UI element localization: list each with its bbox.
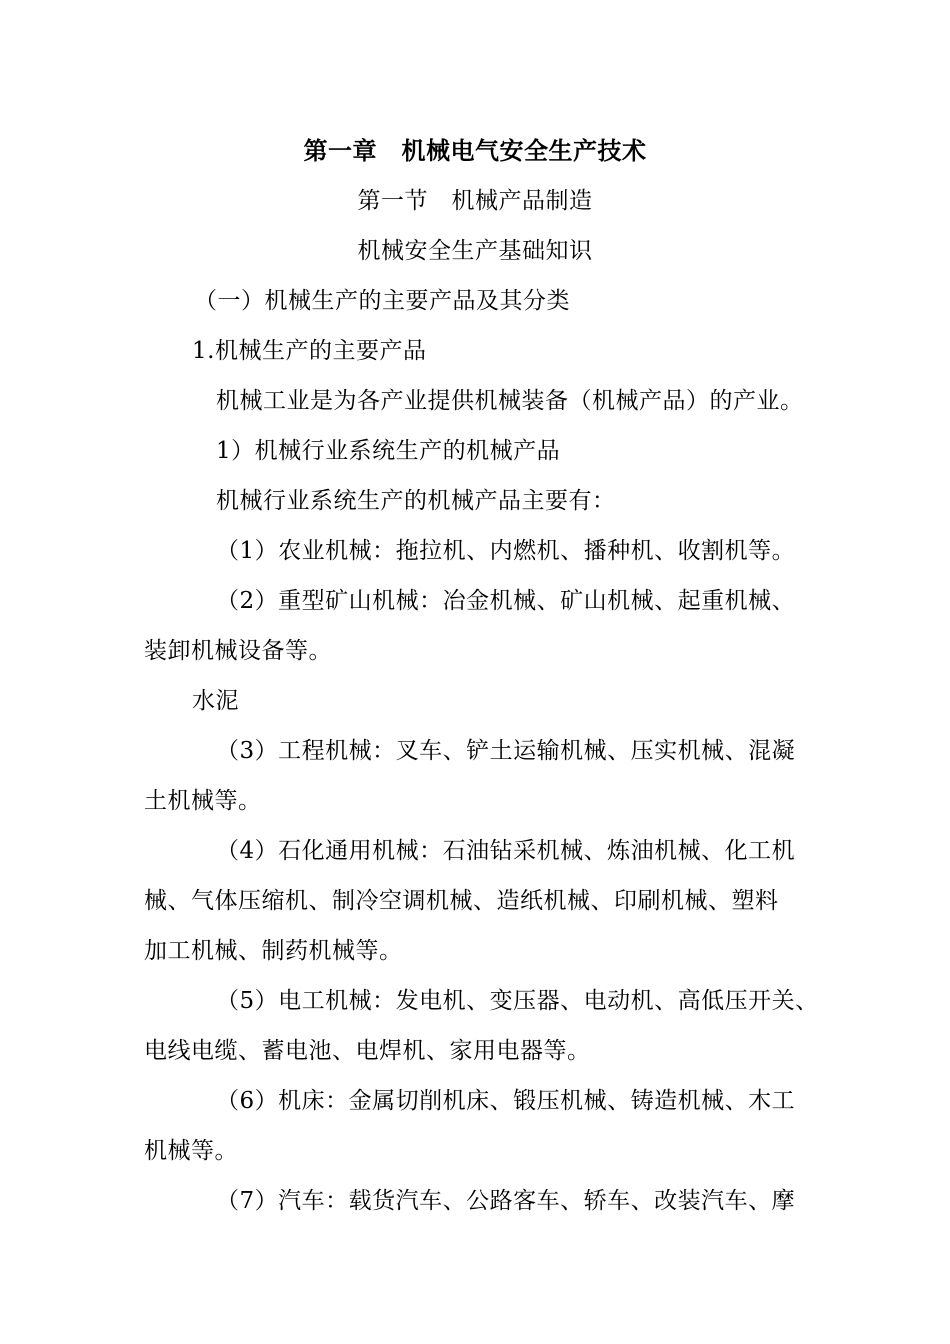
chapter-title: 第一章 机械电气安全生产技术 xyxy=(303,136,647,165)
list-item-electrical-cont: 电线电缆、蓄电池、电焊机、家用电器等。 xyxy=(144,1038,591,1064)
list-item-petrochemical-cont-2: 加工机械、制药机械等。 xyxy=(144,938,403,964)
list-item-engineering: （3）工程机械：叉车、铲土运输机械、压实机械、混凝 xyxy=(216,738,796,764)
stray-text: 水泥 xyxy=(192,688,239,714)
list-item-engineering-cont: 土机械等。 xyxy=(144,788,262,814)
list-item-machine-tools-cont: 机械等。 xyxy=(144,1138,238,1164)
list-item-petrochemical: （4）石化通用机械：石油钻采机械、炼油机械、化工机 xyxy=(216,838,796,864)
subsection-title: 机械安全生产基础知识 xyxy=(357,238,593,264)
list-item-agriculture: （1）农业机械：拖拉机、内燃机、播种机、收割机等。 xyxy=(216,538,796,564)
list-item-machine-tools: （6）机床：金属切削机床、锻压机械、铸造机械、木工 xyxy=(216,1088,796,1114)
list-item-automobiles: （7）汽车：载货汽车、公路客车、轿车、改装汽车、摩 xyxy=(216,1188,796,1214)
heading-products-classification: （一）机械生产的主要产品及其分类 xyxy=(194,288,570,314)
section-title: 第一节 机械产品制造 xyxy=(357,188,593,214)
list-item-heavy-mining: （2）重型矿山机械：冶金机械、矿山机械、起重机械、 xyxy=(216,588,796,614)
heading-industry-products: 1）机械行业系统生产的机械产品 xyxy=(216,438,561,464)
paragraph-main-products: 机械行业系统生产的机械产品主要有： xyxy=(216,488,616,514)
list-item-petrochemical-cont-1: 械、气体压缩机、制冷空调机械、造纸机械、印刷机械、塑料 xyxy=(144,888,779,914)
list-item-electrical: （5）电工机械：发电机、变压器、电动机、高低压开关、 xyxy=(216,988,819,1014)
heading-main-products: 1.机械生产的主要产品 xyxy=(192,338,427,364)
list-item-heavy-mining-cont: 装卸机械设备等。 xyxy=(144,638,332,664)
paragraph-intro: 机械工业是为各产业提供机械装备（机械产品）的产业。 xyxy=(216,388,804,414)
